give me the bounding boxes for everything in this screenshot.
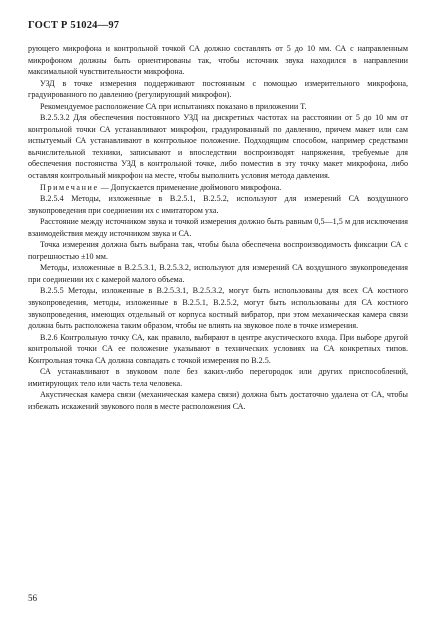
paragraph: Точка измерения должна быть выбрана так, чтобы была обеспечена воспроизводимость фиксации СА с погрешностью ±10 мм. (28, 240, 408, 261)
paragraph: УЗД в точке измерения поддерживают постоянным с помощью измерительного микрофона, градуированного по давлению (регулирующий микрофон). (28, 78, 408, 100)
paragraph: В.2.5.3.2 Для обеспечения постоянного УЗД на дискретных частотах на расстоянии от 5 до 10 мм от контрольной точки СА устанавливают микрофон, градуированный по давлению, причем макет или сам испытуемый СА устанавливают в контрольное положение. Подходящим способом, например средствами вычислительной техники, записывают и впоследствии воспроизводят напряжения, требуемые для обеспечения постоянства УЗД в контрольной точке, либо поместив в эту точку макет микрофона, либо оставляя контрольный микрофон на месте, чтобы выполнить условия метода давления. (28, 113, 408, 181)
document-page (28, 20, 408, 413)
paragraph: СА устанавливают в звуковом поле без каких-либо перегородок или других приспособлений, имитирующих тело или часть тела человека. (28, 367, 408, 388)
paragraph: Рекомендуемое расположение СА при испытаниях показано в приложении Т. (40, 101, 307, 111)
paragraph: Методы, изложенные в В.2.5.3.1, В.2.5.3.2, используют для измерений СА воздушного звукопроведения при соединении их с камерой малого объема. (28, 263, 408, 284)
paragraph: рующего микрофона и контрольной точкой СА должно составлять от 5 до 10 мм. СА с направленным микрофоном должны быть ориентированы так, чтобы источник звука находился в направлении максимальной чувствительности микрофона. (28, 44, 408, 77)
standard-header: ГОСТ Р 51024—97 (28, 20, 120, 31)
note-paragraph (28, 182, 408, 194)
page-number: 56 (28, 593, 37, 603)
note-text: — Допускается применение дюймового микрофона. (98, 182, 282, 192)
paragraph: В.2.6 Контрольную точку СА, как правило, выбирают в центре акустического входа. При выборе другой контрольной точки СА ее положение указывают в технических условиях на СА конкретных типов. Контрольная точка СА должна совпадать с точкой измерения по В.2.5. (28, 332, 408, 365)
paragraph: В.2.5.5 Методы, изложенные в В.2.5.3.1, В.2.5.3.2, могут быть использованы для всех СА костного звукопроведения, методы, изложенные в В.2.5.1, В.2.5.2, могут быть использованы для СА костного звукопроведения, имеющих отдельный от корпуса костный вибратор, при этом механическая камера связи должна быть расположена таким образом, чтобы не влиять на звуковое поле в точке измерения. (28, 286, 408, 331)
note-label: Примечание (40, 182, 99, 192)
paragraph: Акустическая камера связи (механическая камера связи) должна быть достаточно удалена от СА, чтобы избежать искажений звукового поля в месте расположения СА. (28, 390, 408, 411)
paragraph: Расстояние между источником звука и точкой измерения должно быть равным 0,5—1,5 м для исключения взаимодействия между источником звука и СА. (28, 217, 408, 238)
document-body (28, 43, 408, 413)
paragraph: В.2.5.4 Методы, изложенные в В.2.5.1, В.2.5.2, используют для измерений СА воздушного звукопроведения при соединении их с имитатором уха. (28, 194, 408, 215)
